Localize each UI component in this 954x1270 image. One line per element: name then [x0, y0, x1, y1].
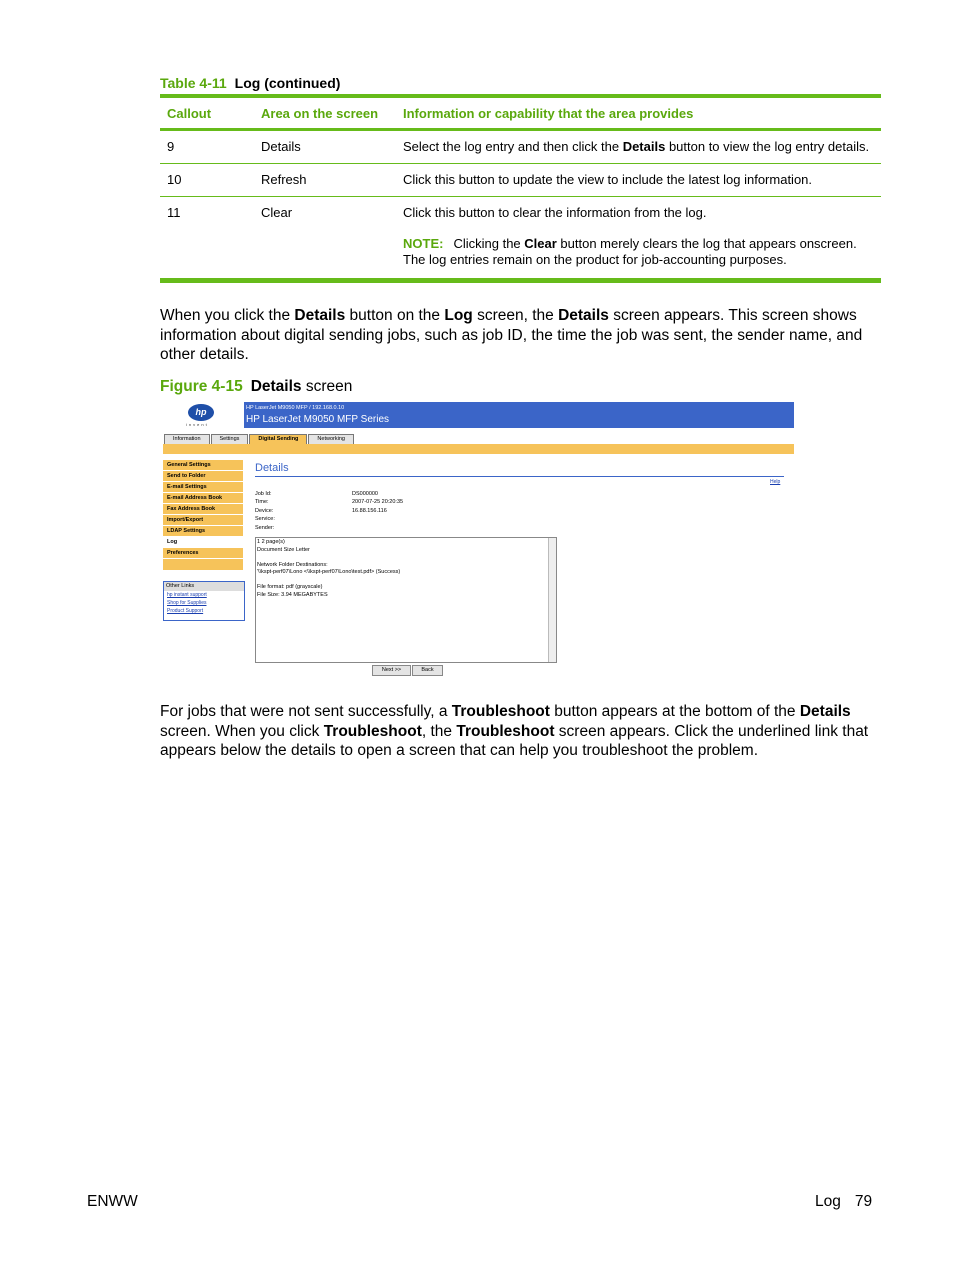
back-button[interactable]: Back [412, 665, 443, 676]
paragraph-details-intro: When you click the Details button on the Log screen, the Details screen appears. This screen shows information about digital sending jobs, such as job ID, the time the job was sent, the sender name, and other details. [160, 307, 863, 363]
header-callout: Callout [167, 105, 212, 121]
figure-caption: Figure 4-15 Details screen [160, 378, 353, 395]
note-label: NOTE: [403, 236, 444, 251]
row-info: Click this button to update the view to include the latest log information. [403, 172, 813, 187]
table-row [160, 131, 881, 163]
invent-tagline: invent [186, 422, 209, 427]
header-area: Area on the screen [261, 105, 379, 121]
table-caption [160, 75, 340, 91]
row-callout: 11 [167, 205, 181, 220]
field-device: Device: 16.88.156.116 [255, 508, 387, 514]
sidebar-item-log[interactable]: Log [163, 537, 243, 548]
tab-information[interactable]: Information [164, 434, 210, 444]
row-area: Refresh [261, 172, 307, 187]
sidebar-item-email-settings[interactable]: E-mail Settings [163, 482, 243, 493]
other-links-title: Other Links [164, 582, 244, 591]
footer-section: Log [815, 1193, 841, 1210]
tab-networking[interactable]: Networking [308, 434, 354, 444]
field-time: Time: 2007-07-25 20:20:35 [255, 499, 404, 505]
tab-digital-sending[interactable]: Digital Sending [249, 434, 307, 445]
sidebar-item-import-export[interactable]: Import/Export [163, 515, 243, 526]
sidebar-item-preferences[interactable]: Preferences [163, 548, 243, 559]
table-header-row [160, 98, 881, 128]
textarea-scrollbar[interactable] [548, 538, 556, 662]
table-row [160, 197, 881, 276]
sidebar-item-fax-address-book[interactable]: Fax Address Book [163, 504, 243, 515]
title-banner [244, 402, 794, 428]
field-job-id: Job Id: DS000000 [255, 491, 378, 497]
next-button[interactable]: Next >> [372, 665, 411, 676]
details-title: Details [255, 462, 289, 474]
footer-right [815, 1193, 872, 1211]
sidebar-item-general-settings[interactable]: General Settings [163, 460, 243, 471]
row-area: Clear [261, 205, 293, 220]
table-number: Table 4-11 [160, 75, 227, 91]
tab-band [163, 444, 794, 454]
table-row [160, 164, 881, 196]
hp-logo: hp [188, 404, 214, 421]
row-callout: 9 [167, 139, 175, 154]
other-links-box [163, 581, 245, 621]
field-sender: Sender: [255, 525, 275, 531]
header-info: Information or capability that the area provides [403, 105, 694, 121]
details-textarea[interactable]: 1 2 page(s) Document Size Letter Network Folder Destinations: '\\kspt-perf07\Lono <\\kspt-perf07\Lono\test.pdf> (Success) File format: pdf (grayscale) File Size: 3.94 MEGABYTES [255, 537, 557, 663]
note: NOTE: Clicking the Clear button merely clears the log that appears onscreen. The log entries remain on the product for job-accounting purposes. [403, 236, 857, 267]
row-info: Click this button to clear the information from the log. NOTE: Clicking the Clear button merely clears the log that appears onscreen. The log entries remain on the product for job-accounting purposes. [396, 197, 881, 276]
paragraph-troubleshoot: For jobs that were not sent successfully, a Troubleshoot button appears at the bottom of the Details screen. When you click Troubleshoot, the Troubleshoot screen appears. Click the underlined link that appears below the details to open a screen that can help you troubleshoot the problem. [160, 703, 869, 759]
figure-number: Figure 4-15 [160, 378, 243, 395]
sidebar [163, 460, 243, 570]
help-link[interactable]: Help [770, 479, 781, 485]
sidebar-item-ldap-settings[interactable]: LDAP Settings [163, 526, 243, 537]
row-area: Details [261, 139, 301, 154]
tab-bar [164, 434, 355, 444]
sidebar-item-send-to-folder[interactable]: Send to Folder [163, 471, 243, 482]
link-product-support[interactable]: Product Support [167, 608, 204, 614]
banner-address: HP LaserJet M9050 MFP / 192.168.0.10 [246, 405, 345, 411]
link-shop-for-supplies[interactable]: Shop for Supplies [167, 600, 207, 606]
banner-title: HP LaserJet M9050 MFP Series [246, 414, 390, 425]
page-number: 79 [854, 1193, 873, 1210]
row-info: Select the log entry and then click the Details button to view the log entry details. [403, 139, 870, 154]
field-service: Service: [255, 516, 275, 522]
log-table [160, 94, 881, 283]
details-rule [255, 476, 784, 477]
link-hp-instant-support[interactable]: hp instant support [167, 592, 207, 598]
table-bottom-rule [160, 278, 881, 283]
sidebar-item-email-address-book[interactable]: E-mail Address Book [163, 493, 243, 504]
row-callout: 10 [167, 172, 182, 187]
details-screen-figure [160, 398, 796, 678]
table-title: Log (continued) [234, 75, 341, 91]
footer-left: ENWW [87, 1193, 138, 1210]
tab-settings[interactable]: Settings [211, 434, 249, 444]
